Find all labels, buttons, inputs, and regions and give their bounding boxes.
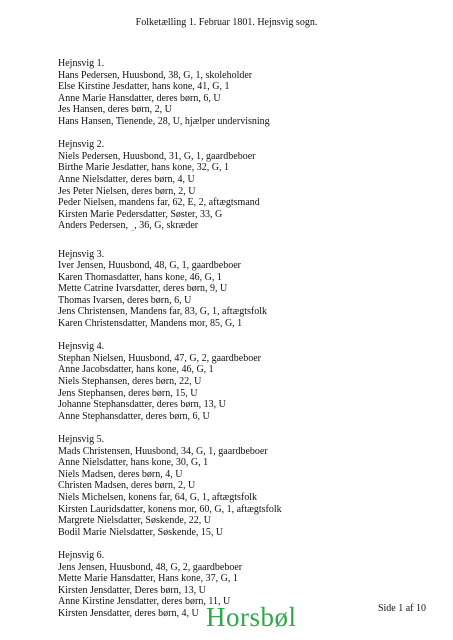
household-title: Hejnsvig 1. <box>58 58 105 69</box>
person-entry: Stephan Nielsen, Huusbond, 47, G, 2, gaardbeboer <box>58 352 262 364</box>
person-entry: Niels Pedersen, Huusbond, 31, G, 1, gaardbeboer <box>58 150 256 162</box>
person-entry: Anne Marie Hansdatter, deres børn, 6, U <box>58 92 221 104</box>
person-entry: Peder Nielsen, mandens far, 62, E, 2, aftægtsmand <box>58 197 260 209</box>
person-entry: Hans Hansen, Tienende, 28, U, hjælper undervisning <box>58 115 270 127</box>
person-entry: Birthe Marie Jesdatter, hans kone, 32, G, 1 <box>58 162 229 174</box>
household-section <box>58 249 428 330</box>
household-section <box>58 341 428 422</box>
person-entry: Jens Christensen, Mandens far, 83, G, 1, aftægtsfolk <box>58 306 268 318</box>
person-entry: Christen Madsen, deres børn, 2, U <box>58 480 196 492</box>
household-section <box>58 139 428 237</box>
household-title: Hejnsvig 6. <box>58 549 105 561</box>
person-entry: Anne Jacobsdatter, hans kone, 46, G, 1 <box>58 364 214 376</box>
household-section <box>58 58 428 128</box>
person-entry-end: , 36, G, skræder <box>134 220 199 232</box>
person-entry: Anne Nielsdatter, deres børn, 4, U <box>58 173 195 185</box>
person-entry: Kirsten Lauridsdatter, konens mor, 60, G, 1, aftægtsfolk <box>58 503 282 515</box>
person-entry: Anne Nielsdatter, hans kone, 30, G, 1 <box>58 457 209 469</box>
person-entry: Anne Stephansdatter, deres børn, 6, U <box>58 410 210 422</box>
illegible-mark: ... <box>130 228 135 234</box>
person-entry: Karen Christensdatter, Mandens mor, 85, G, 1 <box>58 318 243 330</box>
person-entry: Mette Marie Hansdatter, Hans kone, 37, G, 1 <box>58 573 238 585</box>
household-section <box>58 434 428 538</box>
person-entry: Niels Madsen, deres børn, 4, U <box>58 468 183 480</box>
person-entry: Anne Kirstine Jensdatter, deres børn, 11, U <box>58 596 231 608</box>
person-entry: Kirsten Jensdatter, Deres børn, 13, U <box>58 584 206 596</box>
person-entry: Karen Thomasdatter, hans kone, 46, G, 1 <box>58 271 222 283</box>
household-title: Hejnsvig 5. <box>58 434 105 445</box>
person-entry: Jes Hansen, deres børn, 2, U <box>58 104 172 116</box>
person-entry <box>58 220 428 237</box>
person-entry: Iver Jensen, Huusbond, 48, G, 1, gaardbeboer <box>58 260 242 272</box>
person-entry: Hans Pedersen, Huusbond, 38, G, 1, skoleholder <box>58 69 253 81</box>
person-entry: Jens Jensen, Huusbond, 48, G, 2, gaardbeboer <box>58 561 243 573</box>
household-title: Hejnsvig 2. <box>58 139 105 151</box>
person-entry: Jens Stephansen, deres børn, 15, U <box>58 387 198 399</box>
horsbol-logo: Horsbøl <box>206 602 297 632</box>
household-title: Hejnsvig 4. <box>58 341 105 353</box>
person-entry: Jes Peter Nielsen, deres børn, 2, U <box>58 185 196 197</box>
person-entry-start: Anders Pedersen, <box>58 220 131 232</box>
person-entry: Mads Christensen, Huusbond, 34, G, 1, gaardbeboer <box>58 445 268 457</box>
person-entry: Niels Stephansen, deres børn, 22, U <box>58 376 202 388</box>
person-entry: Kirsten Marie Pedersdatter, Søster, 33, G <box>58 208 223 220</box>
person-entry: Bodil Marie Nielsdatter, Søskende, 15, U <box>58 526 224 538</box>
person-entry: Thomas Ivarsen, deres børn, 6, U <box>58 294 192 306</box>
person-entry: Mette Catrine Ivarsdatter, deres børn, 9, U <box>58 283 228 295</box>
person-entry: Margrete Nielsdatter, Søskende, 22, U <box>58 515 211 527</box>
household-title: Hejnsvig 3. <box>58 248 105 260</box>
page-header: Folketælling 1. Februar 1801. Hejnsvig sogn. <box>135 17 318 28</box>
person-entry: Johanne Stephansdatter, deres børn, 13, U <box>58 399 226 411</box>
person-entry: Else Kirstine Jesdatter, hans kone, 41, G, 1 <box>58 81 230 93</box>
person-entry: Kirsten Jensdatter, deres børn, 4, U <box>58 607 199 619</box>
person-entry: Niels Michelsen, konens far, 64, G, 1, aftægtsfolk <box>58 491 258 503</box>
page-number: Side 1 af 10 <box>377 603 426 614</box>
census-content <box>58 58 428 631</box>
